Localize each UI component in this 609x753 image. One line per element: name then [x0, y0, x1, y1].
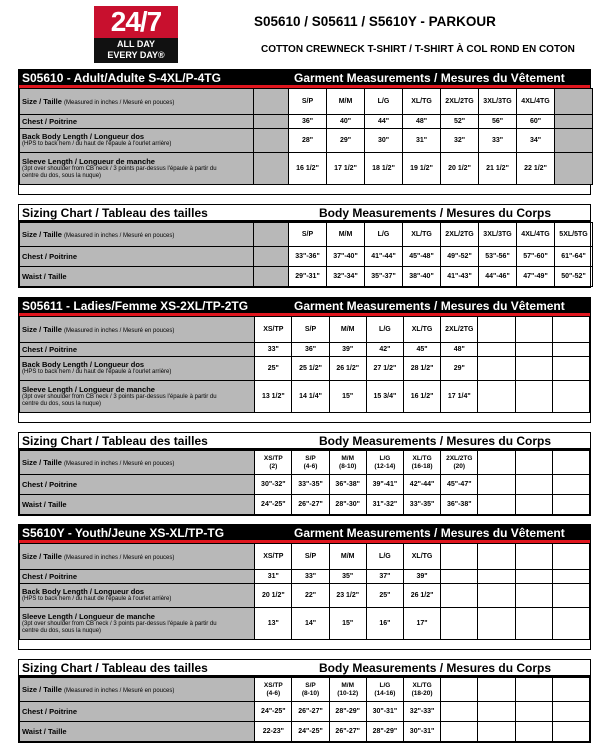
ladies-garment-table [19, 316, 590, 413]
table-row: Back Body Length / Longueur dos (HPS to back hem / du haut de l'épaule à l'ourlet arrière) 28" 29" 30" 31" 32" 33" 34" [20, 129, 593, 153]
brand-logo [94, 6, 178, 62]
table-row: Back Body Length / Longueur dos (HPS to back hem / du haut de l'épaule à l'ourlet arrière) 20 1/2" 22" 23 1/2" 25" 26 1/2" [20, 584, 590, 608]
table-row: Chest / Poitrine 36" 40" 44" 48" 52" 56" 60" [20, 115, 593, 129]
adult-body-table [19, 222, 593, 287]
ladies-garment-section [18, 297, 591, 423]
table-row: Chest / Poitrine 33"-36" 37"-40" 41"-44" 45"-48" 49"-52" 53"-56" 57"-60" 61"-64" [20, 247, 593, 267]
youth-garment-section [18, 524, 591, 650]
table-row: Chest / Poitrine 33" 36" 39" 42" 45" 48" [20, 343, 590, 357]
adult-body-section [18, 204, 591, 288]
logo-tagline: ALL DAY EVERY DAY® [94, 38, 178, 63]
youth-body-header: Sizing Chart / Tableau des tailles Body Measurements / Mesures du Corps [19, 660, 590, 677]
table-row: Waist / Taille 24"-25" 26"-27" 28"-30" 31"-32" 33"-35" 36"-38" [20, 495, 590, 515]
table-row: Size / Taille (Measured in inches / Mesuré en pouces) XS/TP S/P M/M L/G XL/TG [20, 544, 590, 570]
table-row: Size / Taille (Measured in inches / Mesuré en pouces) XS/TP S/P M/M L/G XL/TG 2XL/2TG [20, 317, 590, 343]
table-row: Size / Taille (Measured in inches / Mesuré en pouces) S/P M/M L/G XL/TG 2XL/2TG 3XL/3TG 4XL/4TG [20, 89, 593, 115]
table-row: Chest / Poitrine 30"-32" 33"-35" 36"-38" 39"-41" 42"-44" 45"-47" [20, 475, 590, 495]
adult-body-header: Sizing Chart / Tableau des tailles Body Measurements / Mesures du Corps [19, 205, 590, 222]
table-row: Size / Taille (Measured in inches / Mesuré en pouces) XS/TP (4-6) S/P (8-10) M/M (10-12) L/G (14-16) XL/TG (18-20) [20, 678, 590, 702]
table-row: Size / Taille (Measured in inches / Mesuré en pouces) S/P M/M L/G XL/TG 2XL/2TG 3XL/3TG 4XL/4TG 5XL/5TG [20, 223, 593, 247]
adult-garment-header: S05610 - Adult/Adulte S-4XL/P-4TG Garment Measurements / Mesures du Vêtement [19, 70, 590, 88]
table-row: Chest / Poitrine 24"-25" 26"-27" 28"-29" 30"-31" 32"-33" [20, 702, 590, 722]
adult-garment-table [19, 88, 593, 185]
youth-garment-table [19, 543, 590, 640]
adult-garment-section [18, 69, 591, 195]
table-row: Sleeve Length / Longueur de manche (3pt over shoulder from CB neck / 3 points par-dessus l'épaule à partir du centre du dos, sous la nuque) 13" 14" 15" 16" 17" [20, 608, 590, 640]
table-row: Chest / Poitrine 31" 33" 35" 37" 39" [20, 570, 590, 584]
logo-247: 24/7 [94, 6, 178, 38]
table-row: Back Body Length / Longueur dos (HPS to back hem / du haut de l'épaule à l'ourlet arrière) 25" 25 1/2" 26 1/2" 27 1/2" 28 1/2" 29" [20, 357, 590, 381]
ladies-body-header: Sizing Chart / Tableau des tailles Body Measurements / Mesures du Corps [19, 433, 590, 450]
page-title: S05610 / S05611 / S5610Y - PARKOUR [254, 14, 496, 29]
youth-body-section [18, 659, 591, 743]
youth-body-table [19, 677, 590, 742]
ladies-body-section [18, 432, 591, 516]
ladies-garment-header: S05611 - Ladies/Femme XS-2XL/TP-2TG Garment Measurements / Mesures du Vêtement [19, 298, 590, 316]
youth-garment-header: S5610Y - Youth/Jeune XS-XL/TP-TG Garment Measurements / Mesures du Vêtement [19, 525, 590, 543]
table-row: Sleeve Length / Longueur de manche (3pt over shoulder from CB neck / 3 points par-dessus l'épaule à partir du centre du dos, sous la nuque) 13 1/2" 14 1/4" 15" 15 3/4" 16 1/2" 17 1/4" [20, 381, 590, 413]
table-row: Waist / Taille 29"-31" 32"-34" 35"-37" 38"-40" 41"-43" 44"-46" 47"-49" 50"-52" [20, 267, 593, 287]
table-row: Waist / Taille 22-23" 24"-25" 26"-27" 28"-29" 30"-31" [20, 722, 590, 742]
ladies-body-table [19, 450, 590, 515]
table-row: Sleeve Length / Longueur de manche (3pt over shoulder from CB neck / 3 points par-dessus l'épaule à partir du centre du dos, sous la nuque) 16 1/2" 17 1/2" 18 1/2" 19 1/2" 20 1/2" 21 1/2" 22 1/2" [20, 153, 593, 185]
table-row: Size / Taille (Measured in inches / Mesuré en pouces) XS/TP (2) S/P (4-6) M/M (8-10) L/G (12-14) XL/TG (16-18) 2XL/2TG (20) [20, 451, 590, 475]
page-subtitle: COTTON CREWNECK T-SHIRT / T-SHIRT À COL ROND EN COTON [261, 44, 575, 55]
